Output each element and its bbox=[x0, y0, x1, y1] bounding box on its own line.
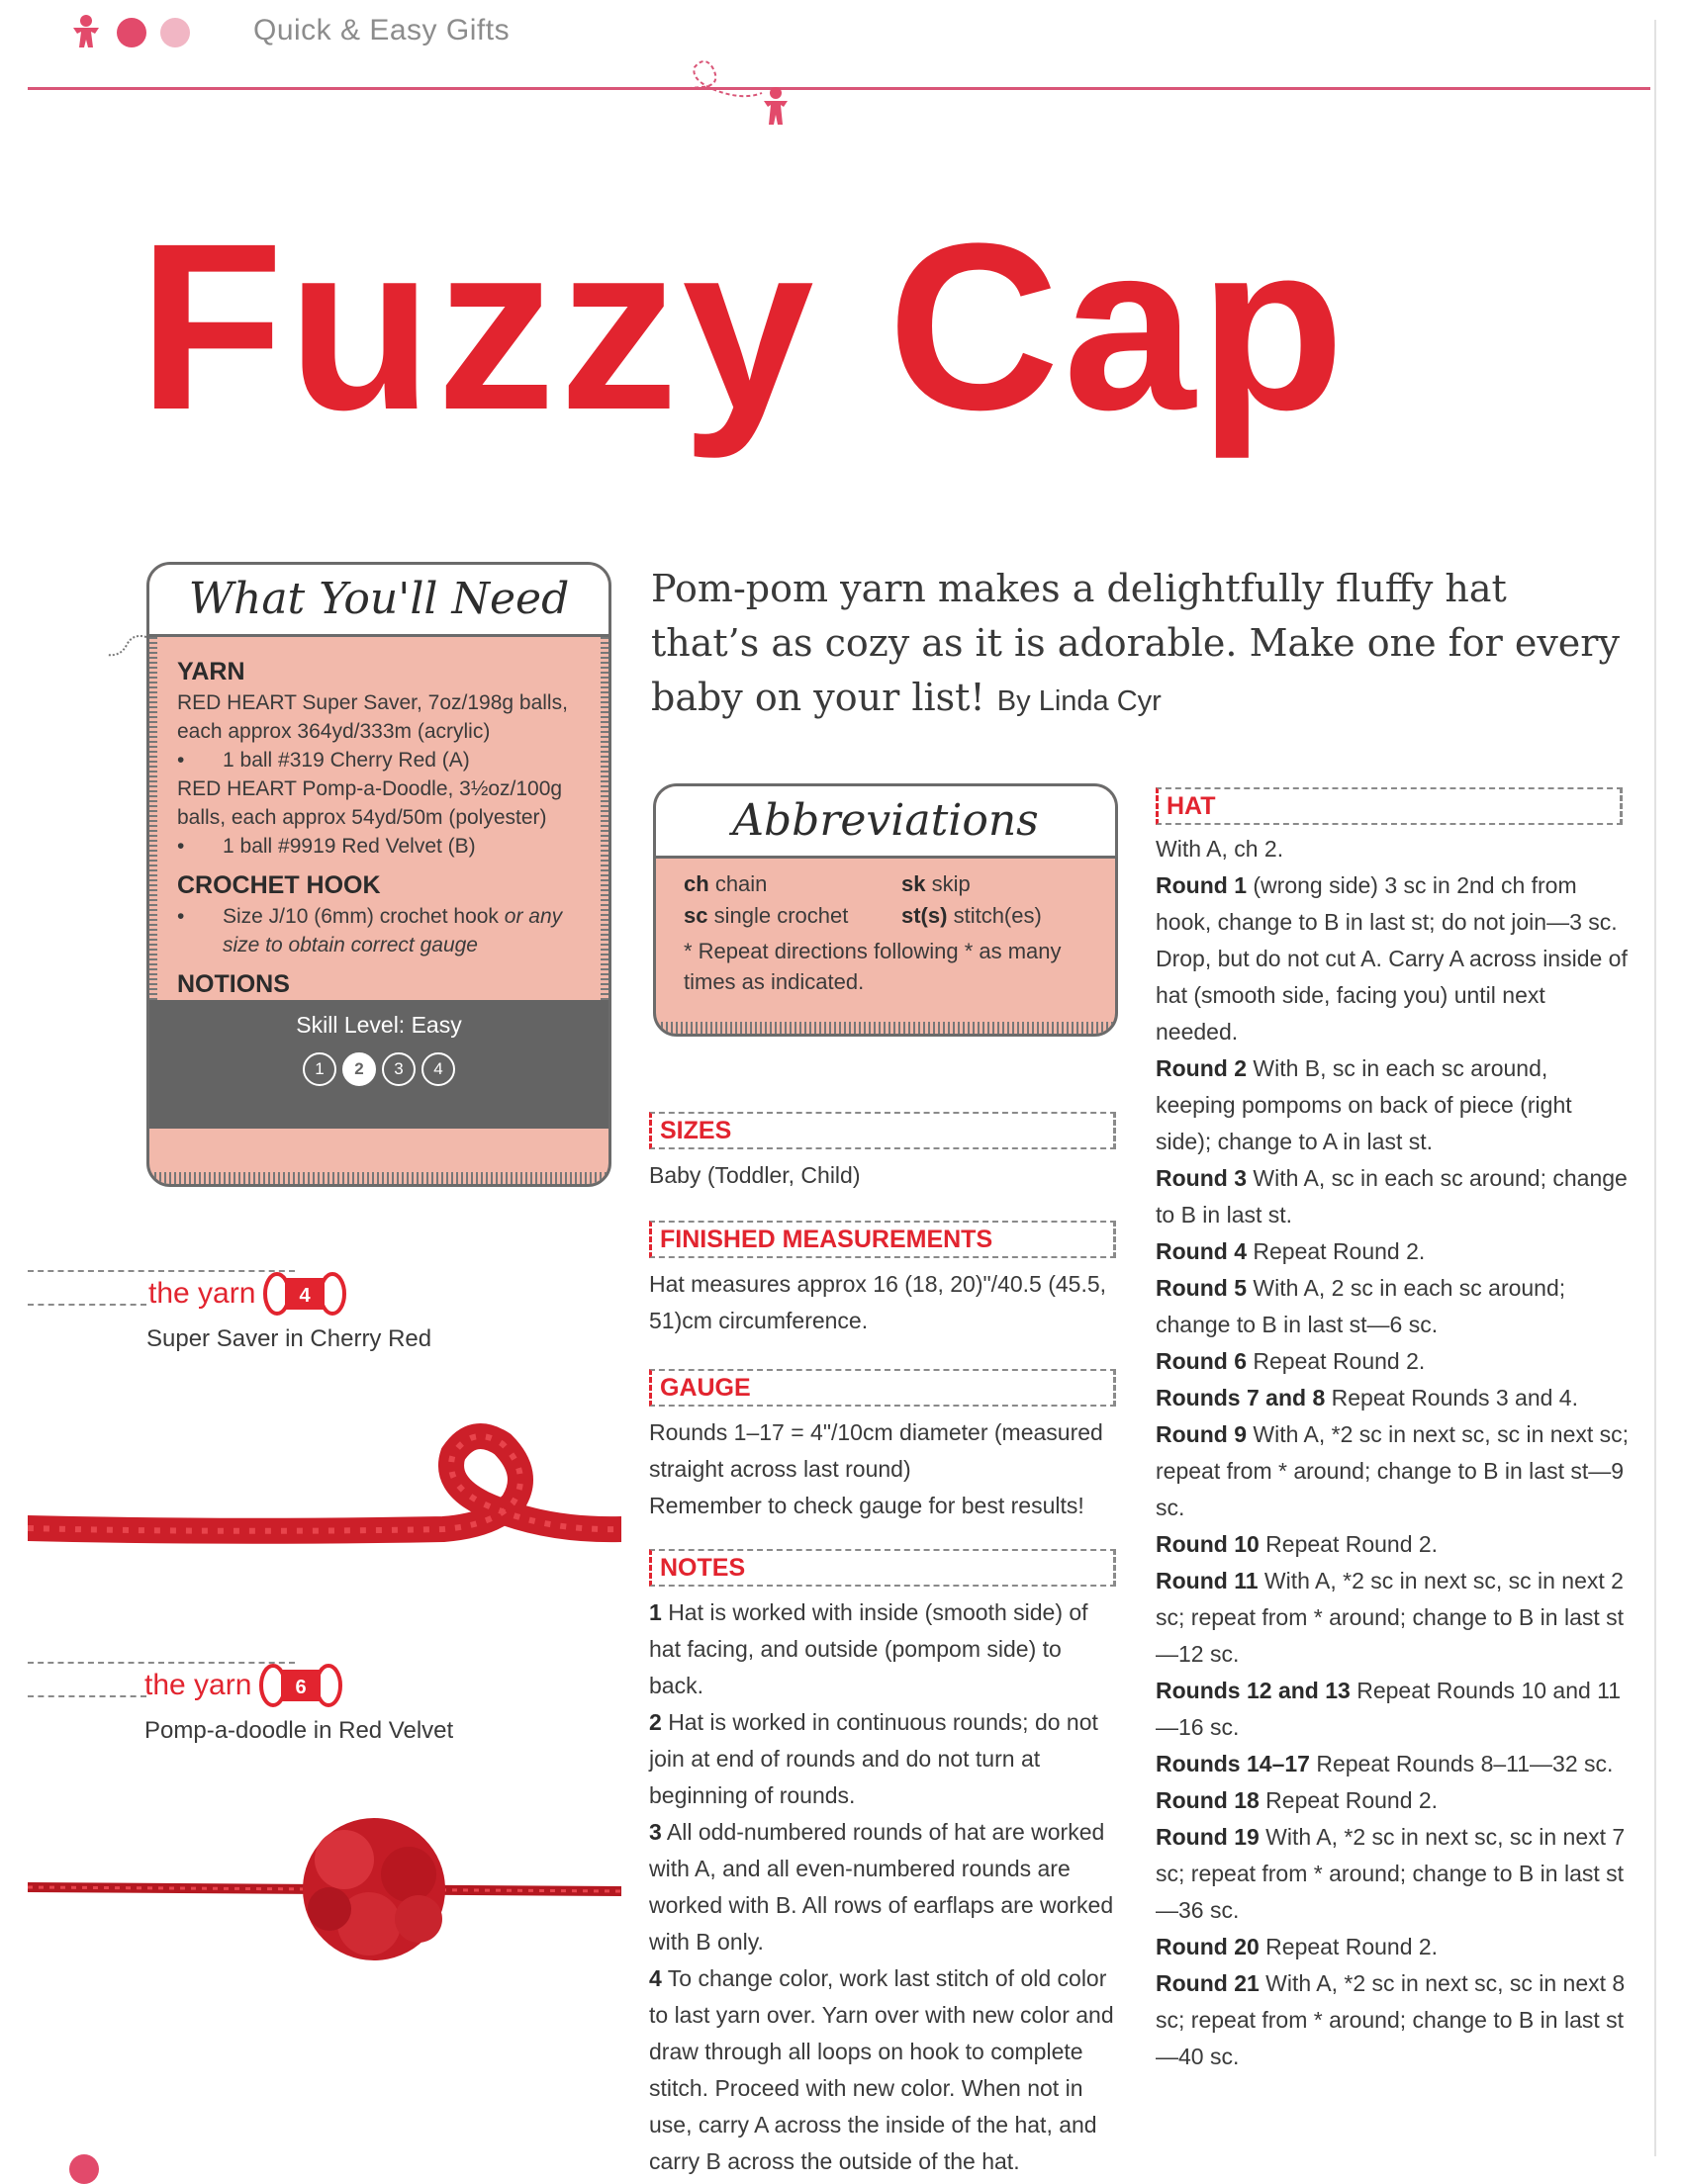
abbreviation-meaning: chain bbox=[714, 871, 768, 896]
cherry-red-yarn-image bbox=[28, 1385, 621, 1563]
hat-round bbox=[1156, 1380, 1631, 1416]
round-label: Round 1 bbox=[1156, 872, 1247, 898]
yarn-divider bbox=[28, 1695, 146, 1697]
yarn-2-label-row bbox=[144, 1662, 342, 1709]
round-text: With B, sc in each sc around, keeping pompoms on back of piece (right side); change to A in last st. bbox=[1156, 1055, 1572, 1154]
round-label: Round 21 bbox=[1156, 1970, 1260, 1996]
yarn-divider bbox=[28, 1304, 146, 1306]
pink-dot-icon bbox=[117, 18, 146, 47]
note-item bbox=[649, 1960, 1120, 2180]
yarn-2-caption: Pomp-a-doodle in Red Velvet bbox=[144, 1717, 454, 1744]
gauge-heading: GAUGE bbox=[660, 1373, 757, 1403]
hat-round bbox=[1156, 1160, 1631, 1233]
round-text: Repeat Round 2. bbox=[1253, 1238, 1426, 1264]
yarn-line-1: RED HEART Super Saver, 7oz/198g balls, each approx 364yd/333m (acrylic) bbox=[177, 691, 568, 743]
note-text: Hat is worked in continuous rounds; do not join at end of rounds and do not turn at beginning of rounds. bbox=[649, 1709, 1098, 1808]
footer-dot-icon bbox=[69, 2154, 99, 2184]
materials-box bbox=[146, 562, 611, 1187]
abbreviation-item bbox=[684, 900, 901, 932]
intro-text: Pom-pom yarn makes a delightfully fluffy hat that’s as cozy as it is adorable. Make one for every baby on your list! bbox=[651, 567, 1620, 719]
abbreviations-box bbox=[653, 783, 1118, 1037]
abbreviation-meaning: single crochet bbox=[713, 903, 849, 928]
round-label: Round 2 bbox=[1156, 1055, 1247, 1081]
byline: By Linda Cyr bbox=[996, 685, 1162, 717]
note-text: Hat is worked with inside (smooth side) of hat facing, and outside (pompom side) to back. bbox=[649, 1599, 1088, 1698]
bullet: • bbox=[177, 749, 185, 772]
notes-list bbox=[649, 1594, 1120, 2180]
hat-rounds bbox=[1156, 867, 1631, 2075]
hat-round bbox=[1156, 1050, 1631, 1160]
round-label: Round 9 bbox=[1156, 1421, 1247, 1447]
round-label: Round 4 bbox=[1156, 1238, 1247, 1264]
yarn-item-1 bbox=[177, 746, 589, 774]
yarn-item-2-text: 1 ball #9919 Red Velvet (B) bbox=[223, 835, 476, 858]
finished-heading-box bbox=[649, 1221, 1116, 1258]
skill-level-circle: 3 bbox=[382, 1052, 416, 1086]
hook-item-text: Size J/10 (6mm) crochet hook bbox=[223, 905, 499, 928]
note-item bbox=[649, 1594, 1120, 1704]
round-text: With A, *2 sc in next sc, sc in next 7 sc; repeat from * around; change to B in last st—36 sc. bbox=[1156, 1824, 1626, 1923]
note-number: 2 bbox=[649, 1709, 662, 1735]
box-stitch-border bbox=[149, 1172, 608, 1184]
round-text: Repeat Round 2. bbox=[1253, 1348, 1426, 1374]
pompom-yarn-image bbox=[28, 1780, 621, 2038]
yarn-weight-icon bbox=[259, 1662, 342, 1709]
bullet: • bbox=[177, 835, 185, 858]
round-text: Repeat Rounds 10 and 11—16 sc. bbox=[1156, 1678, 1622, 1740]
round-label: Round 10 bbox=[1156, 1531, 1260, 1557]
hook-heading: CROCHET HOOK bbox=[177, 871, 381, 899]
round-text: Repeat Round 2. bbox=[1265, 1787, 1439, 1813]
notes-heading-box bbox=[649, 1549, 1116, 1587]
loose-thread-icon bbox=[103, 627, 146, 667]
gauge-text bbox=[649, 1414, 1114, 1524]
header-icons bbox=[69, 14, 190, 51]
abbreviations-list bbox=[656, 859, 1115, 932]
round-label: Round 6 bbox=[1156, 1348, 1247, 1374]
yarn-heading: YARN bbox=[177, 658, 245, 685]
yarn-item-2 bbox=[177, 832, 589, 861]
yarn-2-weight: 6 bbox=[295, 1677, 307, 1698]
header-divider bbox=[28, 87, 1650, 90]
abbreviation-item bbox=[901, 868, 1118, 900]
hat-round bbox=[1156, 867, 1631, 1050]
page-edge bbox=[1654, 20, 1656, 2156]
yarn-1-caption: Super Saver in Cherry Red bbox=[146, 1325, 432, 1352]
gingerbread-icon bbox=[69, 14, 103, 51]
sizes-heading: SIZES bbox=[660, 1116, 737, 1145]
hat-round bbox=[1156, 1819, 1631, 1929]
hat-intro: With A, ch 2. bbox=[1156, 836, 1284, 862]
section-title: Quick & Easy Gifts bbox=[253, 14, 511, 46]
round-text: Repeat Rounds 8–11—32 sc. bbox=[1316, 1751, 1614, 1776]
abbreviations-note: * Repeat directions following * as many times as indicated. bbox=[684, 939, 1062, 994]
gauge-reminder: Remember to check gauge for best results! bbox=[649, 1493, 1084, 1518]
note-text: All odd-numbered rounds of hat are worked with A, and all even-numbered rounds are worked with B. All rows of earflaps are worked with B only. bbox=[649, 1819, 1114, 1955]
hat-round bbox=[1156, 1929, 1631, 1965]
charm-string-icon bbox=[653, 49, 831, 138]
note-item bbox=[649, 1704, 1120, 1814]
round-label: Round 11 bbox=[1156, 1568, 1259, 1593]
skill-level-circle: 4 bbox=[421, 1052, 455, 1086]
hat-instructions bbox=[1156, 831, 1631, 2075]
note-item bbox=[649, 1814, 1120, 1960]
round-label: Rounds 7 and 8 bbox=[1156, 1385, 1326, 1410]
round-text: Repeat Rounds 3 and 4. bbox=[1331, 1385, 1578, 1410]
round-label: Round 5 bbox=[1156, 1275, 1247, 1301]
bullet: • bbox=[177, 905, 185, 928]
yarn-line-2: RED HEART Pomp-a-Doodle, 3½oz/100g balls, each approx 54yd/50m (polyester) bbox=[177, 777, 563, 829]
materials-heading: What You'll Need bbox=[149, 565, 608, 637]
yarn-weight-icon bbox=[263, 1270, 346, 1318]
hat-round bbox=[1156, 1965, 1631, 2075]
abbreviation-item bbox=[901, 900, 1118, 932]
note-number: 1 bbox=[649, 1599, 662, 1625]
hat-heading: HAT bbox=[1167, 791, 1222, 821]
finished-heading: FINISHED MEASUREMENTS bbox=[660, 1225, 998, 1254]
abbreviation-item bbox=[684, 868, 901, 900]
hat-round bbox=[1156, 1746, 1631, 1782]
gauge-measurement: Rounds 1–17 = 4"/10cm diameter (measured straight across last round) bbox=[649, 1419, 1103, 1482]
skill-value: Easy bbox=[411, 1012, 462, 1038]
skill-level-panel bbox=[149, 1000, 608, 1129]
notions-heading: NOTIONS bbox=[177, 970, 290, 998]
yarn-2-label: the yarn bbox=[144, 1669, 252, 1701]
gauge-heading-box bbox=[649, 1369, 1116, 1407]
hat-round bbox=[1156, 1673, 1631, 1746]
round-label: Rounds 14–17 bbox=[1156, 1751, 1310, 1776]
yarn-1-label: the yarn bbox=[148, 1277, 256, 1310]
abbreviation-term: ch bbox=[684, 871, 709, 896]
skill-prefix: Skill Level: bbox=[296, 1012, 406, 1038]
light-pink-dot-icon bbox=[160, 18, 190, 47]
round-text: With A, *2 sc in next sc, sc in next 2 sc; repeat from * around; change to B in last st—12 sc. bbox=[1156, 1568, 1625, 1667]
finished-text: Hat measures approx 16 (18, 20)"/40.5 (45.5, 51)cm circumference. bbox=[649, 1271, 1107, 1333]
abbreviation-term: sc bbox=[684, 903, 708, 928]
skill-level-label bbox=[149, 1012, 608, 1039]
round-text: (wrong side) 3 sc in 2nd ch from hook, change to B in last st; do not join—3 sc. Drop, but do not cut A. Carry A across inside of hat (smooth side, facing you) until next needed. bbox=[1156, 872, 1628, 1045]
intro-paragraph bbox=[651, 562, 1621, 729]
round-text: With A, sc in each sc around; change to B in last st. bbox=[1156, 1165, 1628, 1228]
hat-round bbox=[1156, 1416, 1631, 1526]
round-label: Round 20 bbox=[1156, 1934, 1260, 1959]
round-text: With A, *2 sc in next sc, sc in next sc; repeat from * around; change to B in last st—9 sc. bbox=[1156, 1421, 1630, 1520]
sizes-text: Baby (Toddler, Child) bbox=[649, 1162, 861, 1188]
round-text: With A, 2 sc in each sc around; change to B in last st—6 sc. bbox=[1156, 1275, 1566, 1337]
round-text: With A, *2 sc in next sc, sc in next 8 sc; repeat from * around; change to B in last st—40 sc. bbox=[1156, 1970, 1626, 2069]
hat-round bbox=[1156, 1782, 1631, 1819]
hat-round bbox=[1156, 1233, 1631, 1270]
skill-level-circle: 1 bbox=[303, 1052, 336, 1086]
sizes-heading-box bbox=[649, 1112, 1116, 1149]
round-label: Rounds 12 and 13 bbox=[1156, 1678, 1351, 1703]
abbreviation-meaning: skip bbox=[931, 871, 971, 896]
yarn-1-weight: 4 bbox=[299, 1285, 311, 1307]
notes-heading: NOTES bbox=[660, 1553, 751, 1583]
materials-body bbox=[149, 637, 608, 1030]
hat-round bbox=[1156, 1526, 1631, 1563]
hat-round bbox=[1156, 1270, 1631, 1343]
note-number: 4 bbox=[649, 1965, 662, 1991]
round-label: Round 3 bbox=[1156, 1165, 1247, 1191]
round-text: Repeat Round 2. bbox=[1265, 1531, 1439, 1557]
abbreviation-term: st(s) bbox=[901, 903, 948, 928]
round-label: Round 18 bbox=[1156, 1787, 1260, 1813]
yarn-1-label-row bbox=[148, 1270, 346, 1318]
round-label: Round 19 bbox=[1156, 1824, 1260, 1850]
round-text: Repeat Round 2. bbox=[1265, 1934, 1439, 1959]
skill-level-circle: 2 bbox=[342, 1052, 376, 1086]
page-title: Fuzzy Cap bbox=[139, 194, 1349, 459]
hat-round bbox=[1156, 1563, 1631, 1673]
note-number: 3 bbox=[649, 1819, 662, 1845]
hat-round bbox=[1156, 1343, 1631, 1380]
hook-item-italic: or any size to obtain correct gauge bbox=[223, 905, 563, 956]
abbreviation-meaning: stitch(es) bbox=[953, 903, 1042, 928]
abbreviation-term: sk bbox=[901, 871, 926, 896]
hat-heading-box bbox=[1156, 787, 1623, 825]
box-stitch-border bbox=[656, 1022, 1115, 1034]
hook-item bbox=[177, 902, 589, 959]
yarn-item-1-text: 1 ball #319 Cherry Red (A) bbox=[223, 749, 470, 772]
abbreviations-heading: Abbreviations bbox=[656, 786, 1115, 859]
note-text: To change color, work last stitch of old color to last yarn over. Yarn over with new color and draw through all loops on hook to complete stitch. Proceed with new color. When not in use, carry A across the inside of the hat, and carry B across the outside of the hat. bbox=[649, 1965, 1114, 2174]
skill-level-indicator bbox=[149, 1052, 608, 1086]
